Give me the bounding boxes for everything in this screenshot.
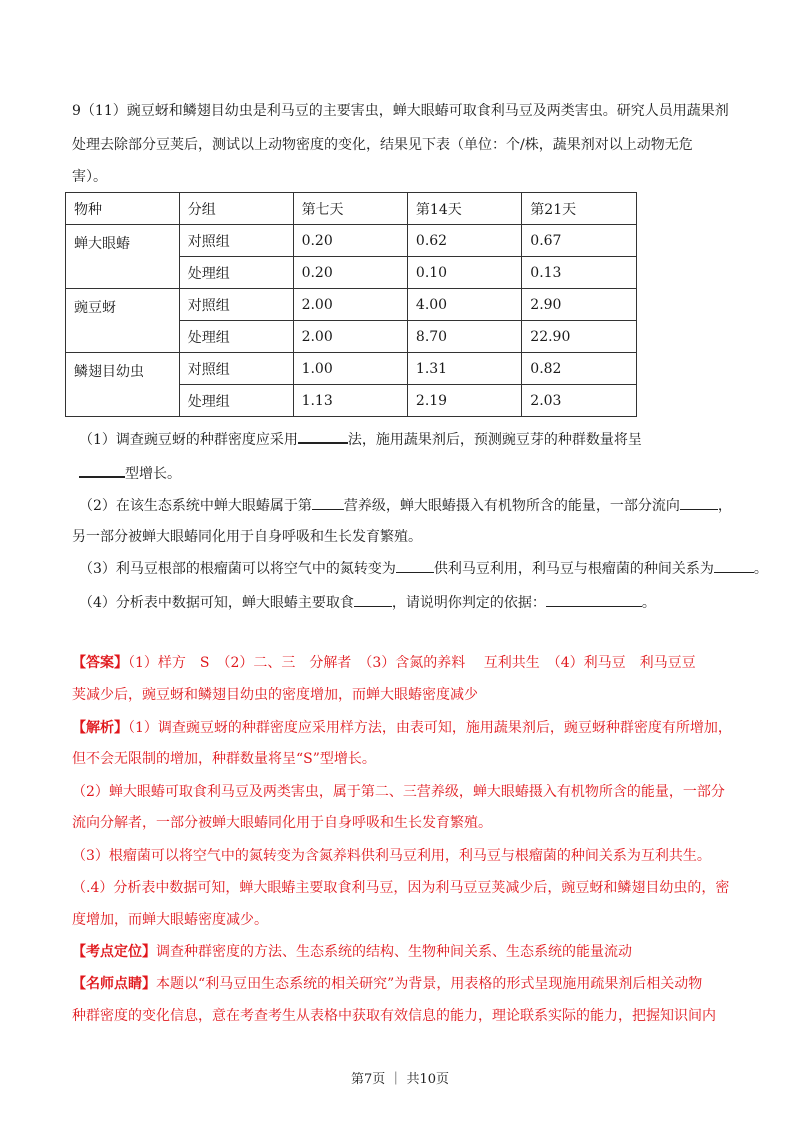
answer-blank[interactable] — [79, 462, 125, 478]
value-cell: 22.90 — [522, 321, 637, 353]
species-cell: 鳞翅目幼虫 — [66, 353, 180, 417]
value-cell: 2.03 — [522, 385, 637, 417]
mingshi-line-1 — [72, 974, 702, 994]
value-cell: 1.13 — [293, 385, 407, 417]
subquestion-1-part-b: 法，施用蔬果剂后，预测豌豆芽的种群数量将呈 — [347, 432, 642, 448]
value-cell: 2.00 — [293, 289, 407, 321]
value-cell: 1.31 — [407, 353, 521, 385]
mingshi-text: 本题以“利马豆田生态系统的相关研究”为背景，用表格的形式呈现施用疏果剂后相关动物 — [156, 976, 703, 992]
subquestion-2-part-c: ， — [717, 498, 732, 514]
value-cell: 4.00 — [407, 289, 521, 321]
subquestion-3-part-c: 。 — [753, 561, 768, 577]
table-header-cell: 分组 — [179, 193, 293, 225]
group-cell: 对照组 — [179, 225, 293, 257]
answer-line-2: 荚减少后，豌豆蚜和鳞翅目幼虫的密度增加，而蝉大眼蝽密度减少 — [72, 687, 478, 703]
answer-blank[interactable] — [298, 428, 348, 444]
analysis-tag: 【解析】 — [72, 720, 128, 736]
answer-blank[interactable] — [714, 558, 754, 573]
answer-text: （1）样方 S （2）二、三 分解者 （3）含氮的养料 互利共生 （4）利马豆 利马豆豆 — [128, 655, 696, 671]
analysis-line-2: 但不会无限制的增加，种群数量将呈“S”型增长。 — [72, 751, 376, 767]
value-cell: 0.20 — [293, 225, 407, 257]
subquestion-4-part-b: ，请说明你判定的依据： — [391, 595, 546, 611]
question-intro-line-2: 处理去除部分豆荚后，测试以上动物密度的变化，结果见下表（单位：个/株，蔬果剂对以上动物无危 — [72, 137, 693, 153]
answer-blank[interactable] — [680, 495, 718, 510]
table-header-cell: 物种 — [66, 193, 180, 225]
mingshi-tag: 【名师点睛】 — [72, 976, 156, 992]
value-cell: 2.00 — [293, 321, 407, 353]
value-cell: 2.90 — [522, 289, 637, 321]
subquestion-4 — [79, 592, 656, 613]
value-cell: 2.19 — [407, 385, 521, 417]
analysis-line-7: 度增加，而蝉大眼蝽密度减少。 — [72, 912, 268, 928]
group-cell: 对照组 — [179, 289, 293, 321]
table-header-row — [66, 193, 637, 225]
value-cell: 1.00 — [293, 353, 407, 385]
subquestion-1-part-c: 型增长。 — [125, 466, 181, 482]
subquestion-2-cont: 另一部分被蝉大眼蝽同化用于自身呼吸和生长发育繁殖。 — [72, 529, 422, 545]
group-cell: 对照组 — [179, 353, 293, 385]
species-cell: 豌豆蚜 — [66, 289, 180, 353]
value-cell: 0.20 — [293, 257, 407, 289]
subquestion-2-part-b: 营养级，蝉大眼蝽摄入有机物所含的能量，一部分流向 — [343, 498, 680, 514]
subquestion-2 — [79, 495, 732, 516]
answer-blank[interactable] — [546, 592, 642, 607]
analysis-text: （1）调查豌豆蚜的种群密度应采用样方法，由表可知，施用蔬果剂后，豌豆蚜种群密度有所增加， — [128, 720, 732, 736]
value-cell: 0.67 — [522, 225, 637, 257]
group-cell: 处理组 — [179, 257, 293, 289]
group-cell: 处理组 — [179, 321, 293, 353]
answer-blank[interactable] — [396, 558, 434, 573]
table-row — [66, 289, 637, 321]
kaodian-line — [72, 942, 632, 962]
subquestion-1-part-a: （1）调查豌豆蚜的种群密度应采用 — [79, 432, 298, 448]
subquestion-4-part-a: （4）分析表中数据可知，蝉大眼蝽主要取食 — [79, 595, 354, 611]
value-cell: 8.70 — [407, 321, 521, 353]
mingshi-line-2: 种群密度的变化信息，意在考查考生从表格中获取有效信息的能力，理论联系实际的能力，把握知识间内 — [72, 1008, 716, 1024]
question-intro-line-3: 害）。 — [72, 169, 107, 185]
analysis-line-3: （2）蝉大眼蝽可取食利马豆及两类害虫，属于第二、三营养级，蝉大眼蝽摄入有机物所含的能量，一部分 — [72, 784, 725, 800]
subquestion-4-part-c: 。 — [641, 595, 656, 611]
kaodian-tag: 【考点定位】 — [72, 944, 156, 960]
subquestion-3-part-b: 供利马豆利用，利马豆与根瘤菌的种间关系为 — [433, 561, 714, 577]
answer-tag: 【答案】 — [72, 655, 128, 671]
group-cell: 处理组 — [179, 385, 293, 417]
value-cell: 0.82 — [522, 353, 637, 385]
table-header-cell: 第21天 — [522, 193, 637, 225]
answer-blank[interactable] — [354, 592, 392, 607]
species-cell: 蝉大眼蝽 — [66, 225, 180, 289]
kaodian-text: 调查种群密度的方法、生态系统的结构、生物种间关系、生态系统的能量流动 — [156, 944, 632, 960]
subquestion-2-part-a: （2）在该生态系统中蝉大眼蝽属于第 — [79, 498, 312, 514]
subquestion-1-cont — [79, 462, 181, 484]
analysis-line-6: （.4）分析表中数据可知，蝉大眼蝽主要取食利马豆，因为利马豆豆荚减少后，豌豆蚜和鳞翅目幼虫的，密 — [72, 880, 730, 896]
table-row — [66, 353, 637, 385]
analysis-line-4: 流向分解者，一部分被蝉大眼蝽同化用于自身呼吸和生长发育繁殖。 — [72, 815, 492, 831]
density-table — [65, 192, 637, 417]
subquestion-3-part-a: （3）利马豆根部的根瘤菌可以将空气中的氮转变为 — [79, 561, 396, 577]
table-header-cell: 第七天 — [293, 193, 407, 225]
page-footer: 第7页 ｜ 共10页 — [350, 1072, 450, 1087]
subquestion-1 — [79, 428, 642, 450]
table-header-cell: 第14天 — [407, 193, 521, 225]
table-row — [66, 225, 637, 257]
value-cell: 0.10 — [407, 257, 521, 289]
analysis-line-5: （3）根瘤菌可以将空气中的氮转变为含氮养料供利马豆利用，利马豆与根瘤菌的种间关系为互利共生。 — [72, 848, 711, 864]
answer-line-1 — [72, 653, 696, 673]
question-intro-line-1: 9（11）豌豆蚜和鳞翅目幼虫是利马豆的主要害虫，蝉大眼蝽可取食利马豆及两类害虫。研究人员用蔬果剂 — [72, 103, 729, 119]
analysis-line-1 — [72, 718, 732, 738]
answer-blank[interactable] — [312, 495, 344, 510]
value-cell: 0.62 — [407, 225, 521, 257]
subquestion-3 — [79, 558, 768, 579]
value-cell: 0.13 — [522, 257, 637, 289]
